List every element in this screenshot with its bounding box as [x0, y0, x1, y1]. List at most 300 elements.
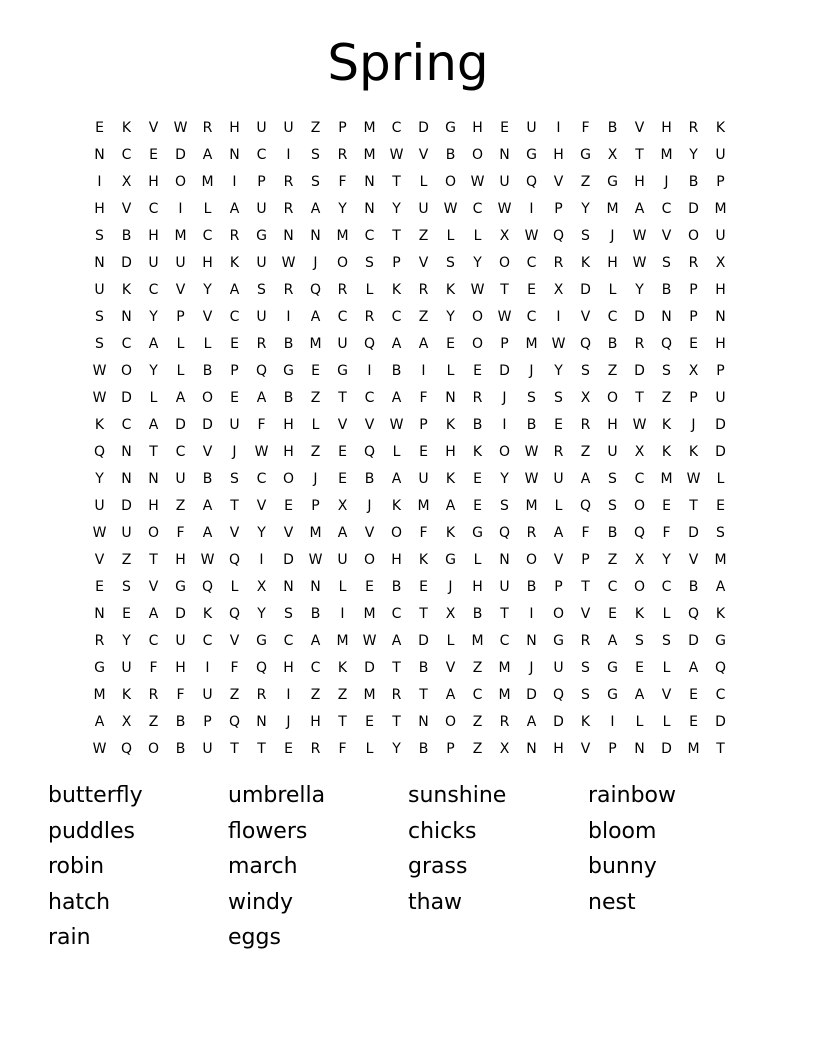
grid-letter: C	[310, 659, 321, 676]
grid-letter: R	[391, 686, 402, 703]
grid-letter: Q	[579, 497, 592, 514]
grid-letter: F	[176, 686, 185, 703]
grid-letter: Q	[525, 173, 538, 190]
grid-letter: T	[500, 605, 509, 622]
grid-row	[86, 573, 734, 600]
grid-letter: A	[391, 335, 402, 352]
grid-letter: I	[232, 173, 237, 190]
grid-letter: K	[229, 254, 240, 271]
grid-letter: T	[581, 578, 590, 595]
grid-letter: N	[283, 227, 294, 244]
grid-letter: C	[472, 200, 483, 217]
grid-letter: R	[337, 146, 348, 163]
grid-letter: W	[92, 740, 107, 757]
grid-letter: U	[175, 632, 186, 649]
grid-row	[86, 357, 734, 384]
grid-letter: D	[715, 713, 726, 730]
grid-letter: Q	[660, 335, 673, 352]
word-list-item: sunshine	[408, 783, 507, 808]
word-list-item: rain	[48, 925, 91, 950]
grid-letter: R	[283, 200, 294, 217]
grid-letter: Q	[552, 686, 565, 703]
grid-letter: K	[418, 551, 429, 568]
grid-letter: H	[445, 443, 456, 460]
grid-letter: R	[337, 281, 348, 298]
grid-row	[86, 708, 734, 735]
grid-letter: Z	[607, 362, 618, 379]
grid-letter: O	[498, 254, 511, 271]
grid-letter: V	[580, 740, 591, 757]
grid-letter: O	[606, 389, 619, 406]
grid-letter: G	[607, 659, 618, 676]
grid-letter: U	[256, 308, 267, 325]
grid-letter: D	[418, 119, 429, 136]
grid-letter: E	[338, 443, 347, 460]
grid-letter: C	[364, 389, 375, 406]
grid-letter: V	[202, 308, 213, 325]
grid-letter: N	[121, 308, 132, 325]
grid-letter: Q	[201, 578, 214, 595]
grid-letter: M	[309, 335, 322, 352]
grid-letter: L	[473, 227, 482, 244]
grid-letter: A	[202, 146, 213, 163]
grid-letter: O	[633, 497, 646, 514]
grid-letter: H	[607, 416, 618, 433]
grid-letter: L	[365, 281, 374, 298]
grid-letter: U	[175, 470, 186, 487]
grid-letter: J	[232, 443, 237, 460]
grid-letter: Y	[689, 146, 698, 163]
grid-letter: W	[200, 551, 215, 568]
grid-letter: V	[229, 524, 240, 541]
grid-letter: T	[149, 551, 158, 568]
grid-letter: J	[448, 578, 453, 595]
grid-letter: R	[634, 335, 645, 352]
grid-letter: A	[256, 389, 267, 406]
grid-letter: M	[309, 524, 322, 541]
grid-letter: E	[635, 659, 644, 676]
grid-row	[86, 276, 734, 303]
grid-letter: N	[121, 443, 132, 460]
word-list-item: flowers	[228, 818, 308, 844]
grid-letter: U	[337, 551, 348, 568]
grid-letter: L	[230, 578, 239, 595]
grid-letter: W	[281, 254, 296, 271]
grid-letter: Y	[149, 362, 158, 379]
grid-letter: W	[92, 362, 107, 379]
grid-letter: P	[500, 335, 509, 352]
grid-letter: V	[553, 551, 564, 568]
grid-letter: K	[715, 605, 726, 622]
grid-letter: R	[553, 443, 564, 460]
grid-letter: P	[176, 308, 185, 325]
word-list-item: bloom	[588, 818, 657, 844]
grid-row	[86, 438, 734, 465]
grid-letter: X	[337, 497, 348, 514]
grid-letter: N	[148, 470, 159, 487]
grid-letter: C	[337, 308, 348, 325]
grid-letter: G	[445, 119, 456, 136]
grid-letter: B	[391, 578, 402, 595]
grid-letter: C	[148, 200, 159, 217]
grid-letter: Y	[95, 470, 104, 487]
grid-letter: F	[662, 524, 671, 541]
grid-row	[86, 330, 734, 357]
grid-letter: A	[202, 524, 213, 541]
grid-letter: K	[661, 443, 672, 460]
grid-letter: E	[689, 686, 698, 703]
grid-letter: G	[607, 686, 618, 703]
grid-letter: W	[632, 254, 647, 271]
grid-letter: Q	[228, 713, 241, 730]
grid-letter: U	[337, 335, 348, 352]
grid-letter: H	[175, 551, 186, 568]
grid-letter: E	[230, 389, 239, 406]
grid-letter: D	[283, 551, 294, 568]
word-list-item: eggs	[228, 925, 281, 950]
grid-letter: W	[551, 335, 566, 352]
grid-letter: A	[94, 713, 105, 730]
grid-letter: W	[389, 416, 404, 433]
grid-letter: D	[715, 416, 726, 433]
grid-letter: L	[203, 335, 212, 352]
grid-letter: S	[608, 497, 617, 514]
grid-letter: S	[581, 362, 590, 379]
grid-letter: L	[662, 713, 671, 730]
grid-letter: W	[308, 551, 323, 568]
grid-letter: C	[364, 227, 375, 244]
grid-letter: K	[688, 443, 699, 460]
grid-letter: O	[525, 551, 538, 568]
grid-letter: M	[363, 605, 376, 622]
grid-letter: B	[661, 281, 672, 298]
grid-row	[86, 627, 734, 654]
grid-letter: S	[608, 470, 617, 487]
grid-letter: V	[337, 416, 348, 433]
grid-letter: P	[203, 713, 212, 730]
grid-letter: V	[580, 605, 591, 622]
grid-letter: G	[715, 632, 726, 649]
grid-letter: Y	[500, 470, 509, 487]
grid-letter: D	[418, 632, 429, 649]
grid-letter: L	[203, 200, 212, 217]
grid-letter: A	[445, 686, 456, 703]
grid-letter: U	[202, 686, 213, 703]
word-list-item: nest	[588, 889, 636, 915]
word-search-grid	[86, 114, 734, 762]
grid-letter: D	[202, 416, 213, 433]
grid-letter: T	[257, 740, 266, 757]
grid-letter: W	[389, 146, 404, 163]
grid-letter: E	[365, 578, 374, 595]
grid-letter: L	[176, 335, 185, 352]
grid-letter: L	[608, 281, 617, 298]
grid-letter: D	[580, 281, 591, 298]
grid-letter: D	[688, 632, 699, 649]
grid-letter: U	[499, 173, 510, 190]
grid-letter: G	[337, 362, 348, 379]
grid-letter: U	[256, 119, 267, 136]
grid-letter: P	[311, 497, 320, 514]
grid-letter: A	[526, 713, 537, 730]
grid-letter: E	[149, 146, 158, 163]
grid-letter: A	[580, 470, 591, 487]
grid-letter: V	[418, 254, 429, 271]
grid-letter: V	[148, 578, 159, 595]
grid-letter: J	[664, 173, 669, 190]
grid-letter: P	[419, 416, 428, 433]
grid-letter: R	[418, 281, 429, 298]
grid-letter: L	[419, 173, 428, 190]
grid-letter: S	[95, 308, 104, 325]
grid-letter: H	[661, 119, 672, 136]
grid-letter: S	[527, 389, 536, 406]
grid-letter: O	[201, 389, 214, 406]
grid-letter: E	[419, 443, 428, 460]
grid-letter: S	[311, 146, 320, 163]
grid-letter: H	[94, 200, 105, 217]
grid-letter: Y	[635, 281, 644, 298]
grid-letter: B	[283, 335, 294, 352]
grid-letter: J	[502, 389, 507, 406]
grid-letter: D	[634, 308, 645, 325]
grid-letter: X	[688, 362, 699, 379]
grid-letter: V	[364, 524, 375, 541]
grid-letter: Y	[122, 632, 131, 649]
grid-letter: T	[230, 497, 239, 514]
grid-letter: T	[338, 389, 347, 406]
grid-letter: O	[687, 227, 700, 244]
grid-letter: L	[446, 362, 455, 379]
grid-letter: C	[607, 578, 618, 595]
grid-letter: C	[661, 200, 672, 217]
grid-letter: T	[230, 740, 239, 757]
grid-letter: D	[364, 659, 375, 676]
grid-letter: S	[662, 632, 671, 649]
grid-letter: D	[175, 146, 186, 163]
grid-letter: O	[120, 362, 133, 379]
grid-letter: S	[581, 659, 590, 676]
grid-letter: N	[310, 227, 321, 244]
grid-letter: G	[472, 524, 483, 541]
grid-letter: Y	[473, 254, 482, 271]
grid-letter: C	[283, 632, 294, 649]
grid-letter: Q	[255, 659, 268, 676]
grid-letter: E	[716, 497, 725, 514]
grid-letter: K	[715, 119, 726, 136]
grid-letter: Z	[175, 497, 186, 514]
grid-letter: I	[286, 146, 291, 163]
grid-letter: Y	[446, 308, 455, 325]
word-list-item: hatch	[48, 889, 111, 915]
grid-letter: Z	[337, 686, 348, 703]
grid-letter: Q	[552, 227, 565, 244]
grid-letter: E	[608, 605, 617, 622]
grid-letter: T	[500, 281, 509, 298]
grid-letter: X	[256, 578, 267, 595]
grid-letter: U	[499, 578, 510, 595]
grid-letter: Z	[310, 443, 321, 460]
grid-letter: S	[716, 524, 725, 541]
grid-letter: U	[715, 146, 726, 163]
grid-letter: S	[122, 578, 131, 595]
grid-letter: P	[338, 119, 347, 136]
grid-letter: T	[689, 497, 698, 514]
grid-letter: C	[256, 470, 267, 487]
grid-letter: C	[202, 227, 213, 244]
grid-letter: W	[92, 389, 107, 406]
grid-letter: A	[553, 524, 564, 541]
grid-letter: R	[310, 740, 321, 757]
grid-letter: Z	[229, 686, 240, 703]
grid-letter: I	[529, 200, 534, 217]
grid-letter: C	[148, 281, 159, 298]
grid-letter: M	[336, 227, 349, 244]
grid-letter: N	[229, 146, 240, 163]
grid-letter: V	[364, 416, 375, 433]
grid-letter: L	[446, 632, 455, 649]
grid-letter: M	[417, 497, 430, 514]
grid-letter: S	[95, 227, 104, 244]
word-list-item: grass	[408, 854, 468, 879]
grid-letter: P	[716, 362, 725, 379]
grid-letter: X	[553, 281, 564, 298]
grid-letter: M	[660, 470, 673, 487]
grid-letter: V	[202, 443, 213, 460]
grid-letter: C	[229, 308, 240, 325]
grid-letter: D	[661, 740, 672, 757]
grid-letter: L	[446, 227, 455, 244]
grid-letter: P	[689, 308, 698, 325]
grid-letter: A	[148, 605, 159, 622]
grid-letter: W	[632, 416, 647, 433]
grid-letter: R	[526, 524, 537, 541]
grid-letter: Q	[309, 281, 322, 298]
grid-letter: B	[175, 713, 186, 730]
grid-letter: M	[525, 335, 538, 352]
grid-letter: I	[286, 308, 291, 325]
grid-letter: J	[286, 713, 291, 730]
grid-letter: Q	[498, 524, 511, 541]
grid-letter: C	[391, 605, 402, 622]
grid-letter: L	[554, 497, 563, 514]
grid-letter: B	[607, 335, 618, 352]
grid-letter: V	[553, 173, 564, 190]
grid-letter: S	[95, 335, 104, 352]
grid-letter: Z	[418, 227, 429, 244]
grid-row	[86, 168, 734, 195]
grid-letter: B	[202, 362, 213, 379]
grid-letter: B	[364, 470, 375, 487]
grid-letter: H	[310, 713, 321, 730]
grid-letter: P	[392, 254, 401, 271]
grid-letter: Z	[580, 443, 591, 460]
grid-letter: S	[581, 686, 590, 703]
grid-letter: W	[470, 173, 485, 190]
grid-letter: U	[121, 524, 132, 541]
grid-letter: S	[500, 497, 509, 514]
grid-letter: C	[526, 308, 537, 325]
grid-row	[86, 411, 734, 438]
grid-letter: B	[310, 605, 321, 622]
grid-letter: K	[634, 605, 645, 622]
grid-letter: Y	[257, 605, 266, 622]
grid-letter: B	[175, 740, 186, 757]
grid-letter: A	[148, 335, 159, 352]
grid-letter: K	[661, 416, 672, 433]
grid-letter: N	[310, 578, 321, 595]
grid-letter: J	[313, 254, 318, 271]
grid-letter: I	[529, 605, 534, 622]
grid-letter: S	[311, 173, 320, 190]
grid-letter: Q	[714, 659, 727, 676]
grid-letter: O	[147, 740, 160, 757]
grid-letter: B	[391, 362, 402, 379]
grid-letter: F	[149, 659, 158, 676]
grid-letter: E	[284, 497, 293, 514]
grid-letter: P	[554, 200, 563, 217]
grid-letter: R	[499, 713, 510, 730]
grid-letter: S	[581, 227, 590, 244]
grid-letter: E	[95, 119, 104, 136]
grid-letter: K	[580, 713, 591, 730]
grid-letter: H	[148, 227, 159, 244]
word-list-item: bunny	[588, 854, 657, 879]
grid-letter: M	[363, 146, 376, 163]
grid-letter: Q	[687, 605, 700, 622]
grid-letter: B	[445, 146, 456, 163]
grid-row	[86, 546, 734, 573]
word-list-item: chicks	[408, 818, 477, 844]
grid-letter: B	[472, 605, 483, 622]
grid-letter: W	[497, 308, 512, 325]
grid-letter: C	[634, 470, 645, 487]
grid-letter: T	[392, 713, 401, 730]
grid-letter: D	[715, 443, 726, 460]
grid-letter: Z	[580, 173, 591, 190]
grid-letter: Y	[581, 200, 590, 217]
grid-letter: M	[714, 200, 727, 217]
grid-letter: D	[499, 362, 510, 379]
grid-letter: U	[283, 119, 294, 136]
grid-letter: A	[391, 470, 402, 487]
grid-letter: Z	[661, 389, 672, 406]
page-title: Spring	[327, 34, 489, 92]
grid-letter: F	[581, 119, 590, 136]
grid-letter: W	[524, 470, 539, 487]
grid-letter: B	[418, 740, 429, 757]
grid-letter: L	[338, 578, 347, 595]
grid-letter: O	[390, 524, 403, 541]
grid-letter: D	[688, 200, 699, 217]
grid-letter: C	[715, 686, 726, 703]
grid-letter: P	[257, 173, 266, 190]
grid-letter: V	[229, 632, 240, 649]
grid-letter: Z	[310, 389, 321, 406]
grid-letter: V	[445, 659, 456, 676]
grid-letter: X	[445, 605, 456, 622]
grid-row	[86, 492, 734, 519]
grid-letter: Y	[554, 362, 563, 379]
grid-letter: H	[283, 659, 294, 676]
grid-letter: H	[553, 740, 564, 757]
grid-letter: D	[553, 713, 564, 730]
grid-letter: U	[94, 497, 105, 514]
grid-letter: U	[526, 119, 537, 136]
grid-letter: K	[391, 281, 402, 298]
grid-letter: I	[502, 416, 507, 433]
grid-letter: H	[607, 254, 618, 271]
